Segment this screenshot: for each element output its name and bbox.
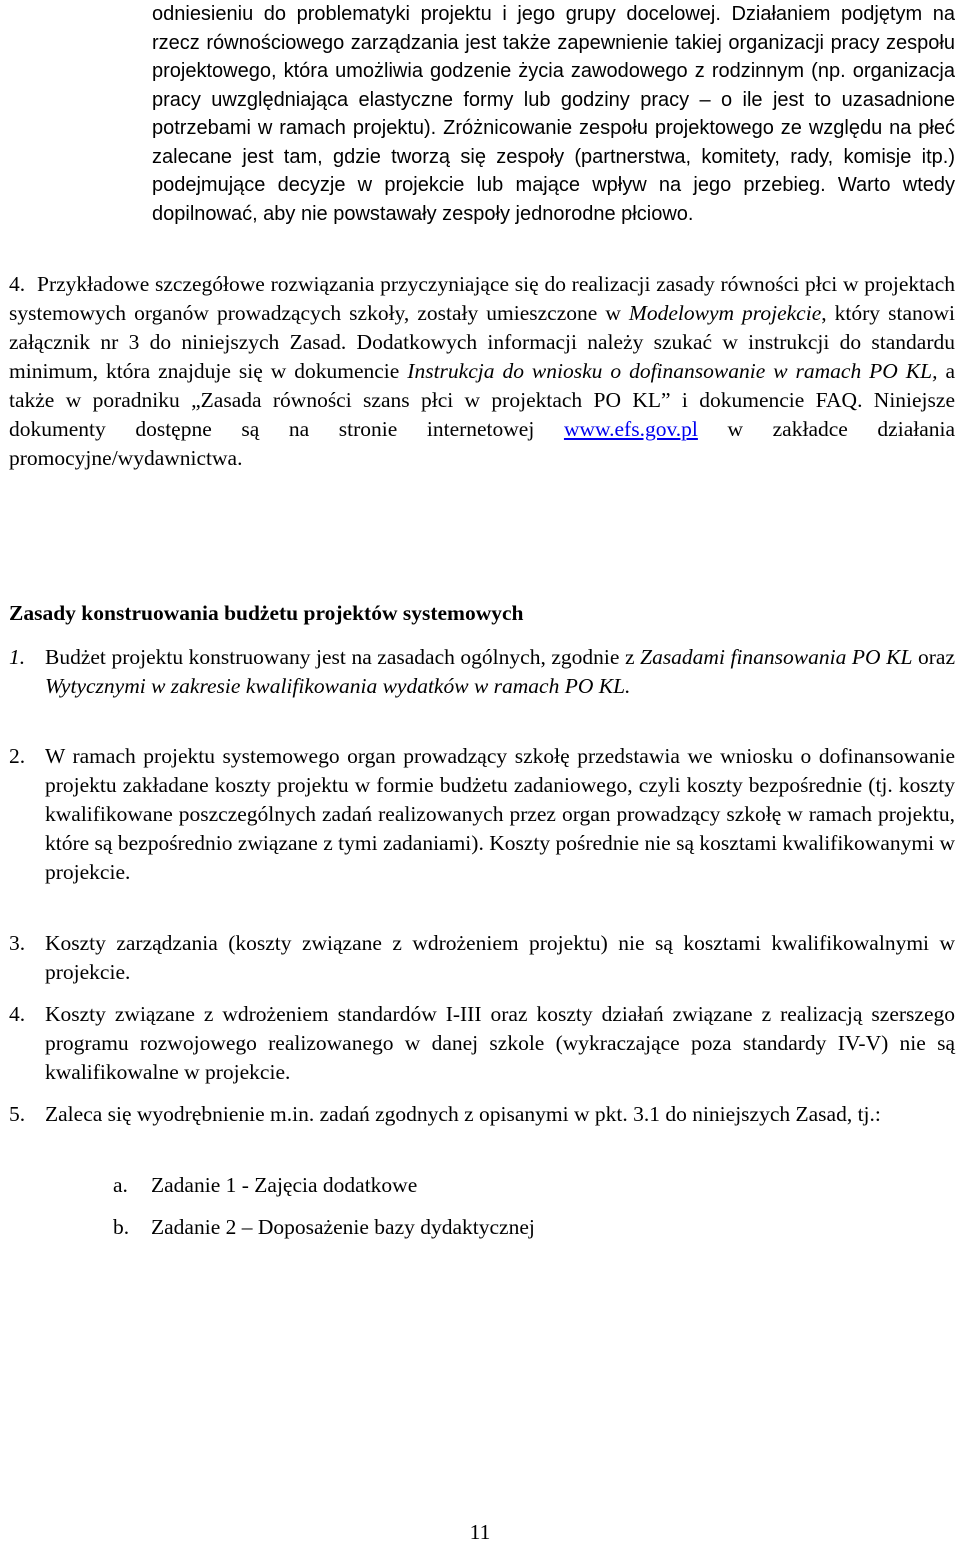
list-number: 4. [9, 272, 26, 296]
italic-span: Zasadami finansowania PO KL [640, 645, 913, 669]
item4-paragraph [9, 270, 955, 473]
sub-item-a [113, 1171, 813, 1200]
item4-text-4: w zakładce działania promocyjne/wydawnictwa. [9, 417, 956, 470]
budget-item-3 [9, 929, 955, 987]
budget-item-4 [9, 1000, 955, 1087]
budget-item-2 [9, 742, 955, 887]
budget-item-1 [9, 643, 955, 701]
list-item-4-equality [9, 270, 955, 473]
list-number: 3. [9, 931, 26, 955]
budget-item-2-text: W ramach projektu systemowego organ prowadzący szkołę przedstawia we wniosku o dofinansowanie projektu zakładane koszty projektu w formie budżetu zadaniowego, czyli koszty bezpośrednie (tj. koszty kwalifikowane poszczególnych zadań realizowanych przez organ prowadzący szkołę w ramach projektu, które są bezpośrednio związane z tymi zadaniami). Koszty pośrednie nie są kosztami kwalifikowanymi w projekcie. [45, 744, 955, 884]
sub-item-letter: a. [113, 1173, 128, 1197]
list-number: 4. [9, 1002, 26, 1026]
section-heading: Zasady konstruowania budżetu projektów systemowych [9, 601, 524, 625]
sub-item-b [113, 1213, 813, 1242]
italic-span: Wytycznymi w zakresie kwalifikowania wydatków w ramach PO KL. [45, 674, 631, 698]
text-span: oraz [918, 645, 956, 669]
page-number: 11 [469, 1520, 491, 1544]
list-number: 5. [9, 1102, 26, 1126]
item4-italic-2: Instrukcja do wniosku o dofinansowanie w ramach PO KL, [407, 359, 938, 383]
list-number: 2. [9, 744, 26, 768]
sub-item-text: Zadanie 1 - Zajęcia dodatkowe [151, 1173, 418, 1197]
text-span: Budżet projektu konstruowany jest na zasadach ogólnych, zgodnie z [45, 645, 635, 669]
budget-item-4-text: Koszty związane z wdrożeniem standardów I-III oraz koszty działań związane z realizacją szerszego programu rozwojowego realizowanego w danej szkole (wykraczające poza standardy IV-V) nie są kwalifikowalne w projekcie. [45, 1002, 955, 1084]
item4-text-1: Przykładowe szczegółowe rozwiązania przyczyniające się do realizacji zasady równości płci w projektach systemowych organów prowadzących szkoły, zostały umieszczone w [9, 272, 955, 325]
budget-item-1-text [45, 643, 955, 701]
top-paragraph-block [152, 0, 955, 228]
budget-item-3-text: Koszty zarządzania (koszty związane z wdrożeniem projektu) nie są kosztami kwalifikowalnymi w projekcie. [45, 931, 955, 984]
item4-text-3: a także w poradniku „Zasada równości szans płci w projektach PO KL” i dokumencie FAQ. Niniejsze dokumenty dostępne są na stronie internetowej [9, 359, 955, 441]
item4-text-2: , który stanowi załącznik nr 3 do niniejszych Zasad. Dodatkowych informacji należy szukać w instrukcji do standardu minimum, która znajduje się w dokumencie [9, 301, 955, 383]
top-paragraph: odniesieniu do problematyki projektu i jego grupy docelowej. Działaniem podjętym na rzecz równościowego zarządzania jest także zapewnienie takiej organizacji pracy zespołu projektowego, która umożliwia godzenie życia zawodowego z rodzinnym (np. organizacja pracy uwzględniająca elastyczne formy lub godziny pracy – o ile jest to uzasadnione potrzebami w ramach projektu). Zróżnicowanie zespołu projektowego ze względu na płeć zalecane jest tam, gdzie tworzą się zespoły (partnerstwa, komitety, rady, komisje itp.) podejmujące decyzje w projekcie lub mające wpływ na jego przebieg. Warto wtedy dopilnować, aby nie powstawały zespoły jednorodne płciowo. [152, 3, 955, 225]
item4-italic-1: Modelowym projekcie [628, 301, 822, 325]
sub-item-letter: b. [113, 1215, 130, 1239]
list-number: 1. [9, 645, 26, 669]
efs-link[interactable]: www.efs.gov.pl [563, 417, 698, 441]
budget-item-5-text: Zaleca się wyodrębnienie m.in. zadań zgodnych z opisanymi w pkt. 3.1 do niniejszych Zasad, tj.: [45, 1102, 881, 1126]
budget-item-5 [9, 1100, 955, 1129]
sub-item-text: Zadanie 2 – Doposażenie bazy dydaktycznej [151, 1215, 535, 1239]
